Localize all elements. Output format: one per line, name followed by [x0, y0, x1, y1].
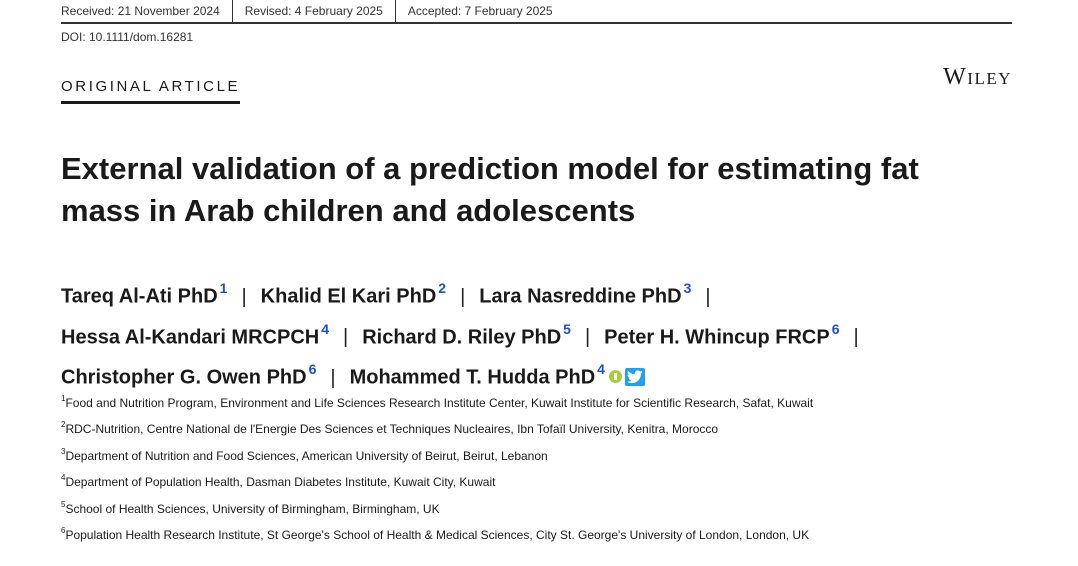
- article-type: ORIGINAL ARTICLE: [61, 78, 240, 104]
- twitter-icon[interactable]: [625, 368, 645, 386]
- author-line-3: [61, 354, 1021, 395]
- received-date: Received: 21 November 2024: [61, 4, 220, 18]
- affiliation-item: [61, 498, 1021, 524]
- affiliation-list: [61, 392, 1021, 550]
- author-separator: |: [853, 326, 859, 349]
- author-separator: |: [460, 285, 466, 308]
- affiliation-item: [61, 524, 1021, 550]
- accepted-date: Accepted: 7 February 2025: [395, 0, 565, 22]
- affiliation-item: [61, 418, 1021, 444]
- author-name: Peter H. Whincup FRCP: [604, 326, 830, 349]
- author-name: Christopher G. Owen PhD: [61, 366, 307, 389]
- author-name: Richard D. Riley PhD: [362, 326, 562, 349]
- author-separator: |: [705, 285, 711, 308]
- affiliation-text: Food and Nutrition Program, Environment and Life Sciences Research Institute Center, Kuwait Institute for Scientific Research, Safat, Kuwait: [65, 396, 814, 410]
- article-title: External validation of a prediction model for estimating fat mass in Arab children and adolescents: [61, 151, 919, 228]
- affiliation-link[interactable]: 6: [308, 361, 317, 378]
- author-separator: |: [330, 366, 336, 389]
- publication-dates: [61, 0, 1012, 24]
- author-line-2: [61, 314, 1021, 355]
- affiliation-link[interactable]: 4: [321, 320, 329, 337]
- affiliation-text: Population Health Research Institute, St George's School of Health & Medical Sciences, City St. George's University of London, London, UK: [65, 527, 810, 542]
- affiliation-link[interactable]: 1: [219, 280, 228, 296]
- affiliation-number: 3: [61, 446, 66, 456]
- affiliation-link[interactable]: 3: [683, 280, 692, 296]
- author-separator: |: [241, 285, 247, 308]
- affiliation-item: [61, 392, 1021, 418]
- author-separator: |: [584, 326, 591, 349]
- author-name: Khalid El Kari PhD: [260, 285, 437, 308]
- affiliation-link[interactable]: 6: [831, 320, 840, 337]
- author-list: [61, 273, 1021, 395]
- author-name: Hessa Al-Kandari MRCPCH: [61, 326, 320, 349]
- affiliation-number: 5: [61, 499, 66, 509]
- affiliation-link[interactable]: 5: [563, 320, 571, 337]
- revised-date: Revised: 4 February 2025: [232, 0, 395, 22]
- affiliation-link[interactable]: 4: [597, 361, 605, 378]
- affiliation-number: 4: [61, 473, 66, 483]
- author-separator: |: [343, 326, 349, 349]
- affiliation-number: 6: [61, 525, 66, 535]
- author-name: Tareq Al-Ati PhD: [61, 285, 218, 308]
- author-name: Lara Nasreddine PhD: [479, 285, 682, 308]
- affiliation-text: School of Health Sciences, University of Birmingham, Birmingham, UK: [65, 501, 440, 516]
- affiliation-text: Department of Population Health, Dasman Diabetes Institute, Kuwait City, Kuwait: [65, 475, 496, 490]
- affiliation-number: 1: [61, 394, 66, 403]
- doi[interactable]: DOI: 10.1111/dom.16281: [61, 30, 194, 44]
- affiliation-text: RDC-Nutrition, Centre National de l'Energie Des Sciences et Techniques Nucleaires, Ibn Tofaïl University, Kenitra, Morocco: [65, 422, 719, 437]
- orcid-icon[interactable]: [609, 370, 622, 383]
- author-name: Mohammed T. Hudda PhD: [349, 366, 596, 389]
- affiliation-item: [61, 471, 1021, 497]
- affiliation-link[interactable]: 2: [438, 280, 447, 296]
- affiliation-item: [61, 445, 1021, 471]
- author-line-1: [61, 273, 1021, 314]
- affiliation-text: Department of Nutrition and Food Sciences, American University of Beirut, Beirut, Lebanon: [65, 448, 548, 463]
- publisher-logo: Wiley: [943, 64, 1012, 90]
- affiliation-number: 2: [61, 420, 66, 430]
